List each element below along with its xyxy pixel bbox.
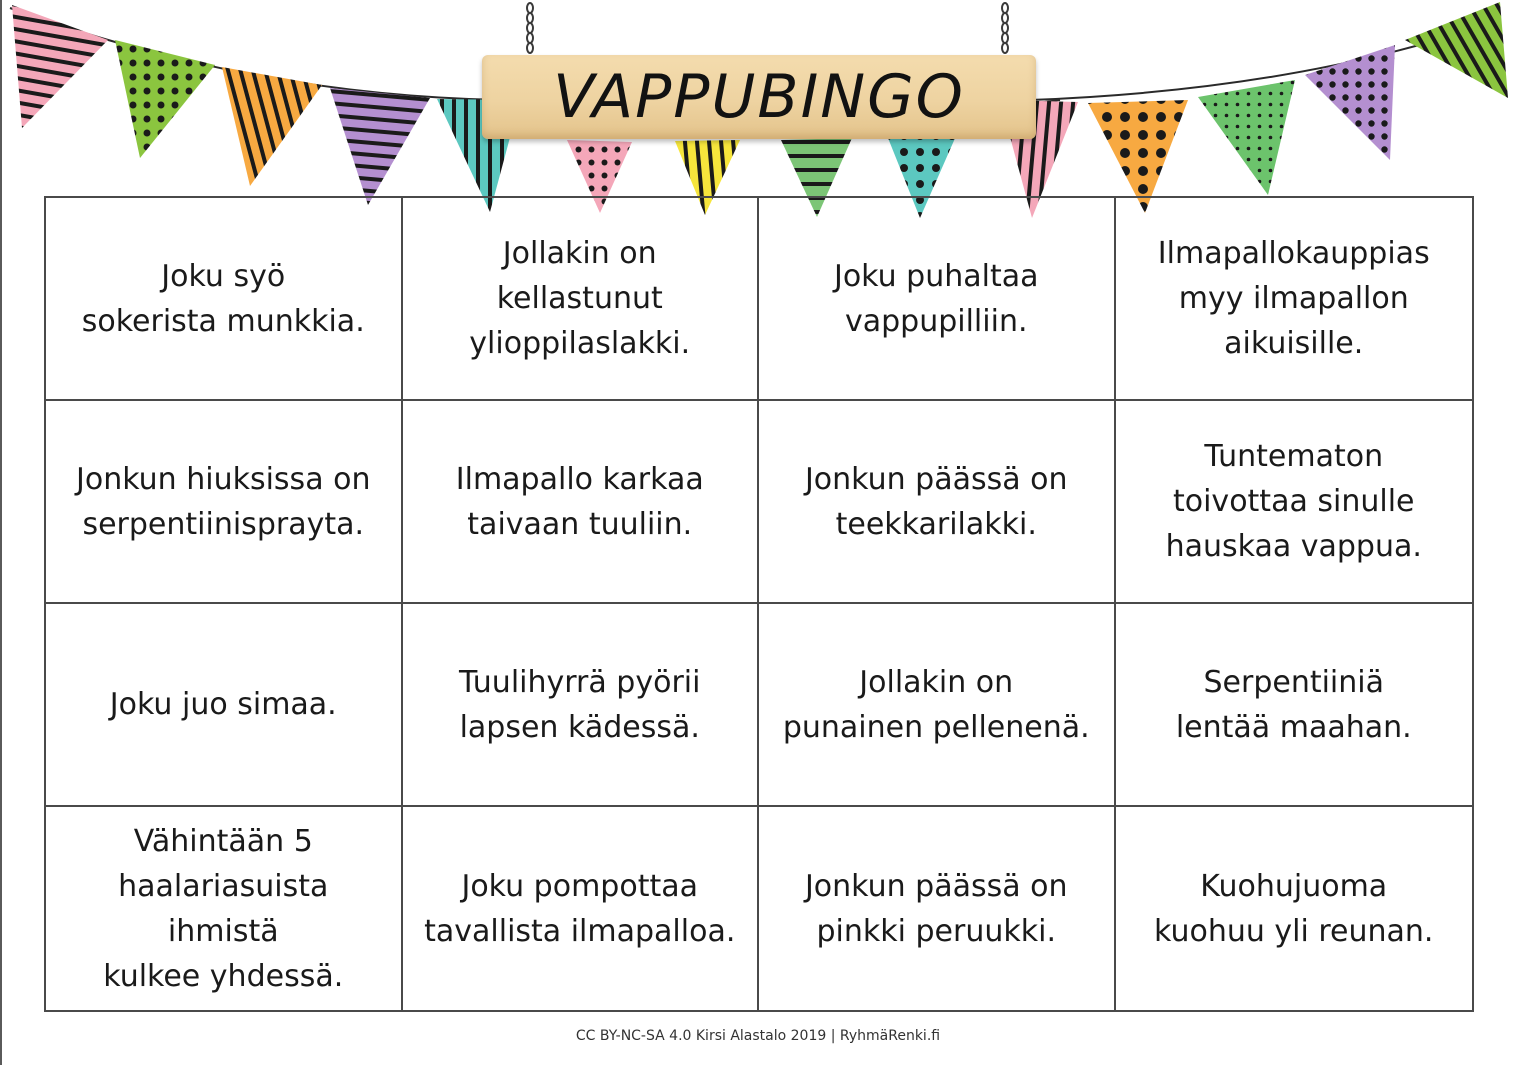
bingo-cell-text: Jollakin on kellastunut ylioppilaslakki.	[469, 236, 691, 361]
bingo-cell-text: Serpentiiniä lentää maahan.	[1175, 664, 1412, 745]
bingo-cell[interactable]	[1116, 807, 1473, 1010]
flag-green-striped-2	[1405, 2, 1508, 98]
bingo-cell-text: Jonkun päässä on pinkki peruukki.	[804, 868, 1068, 949]
flag-green-dotted-2	[1198, 80, 1295, 195]
flag-orange-striped	[222, 67, 322, 186]
bingo-cell-text: Ilmapallokauppias myy ilmapallon aikuisille.	[1157, 236, 1430, 361]
page-title: VAPPUBINGO	[553, 62, 965, 132]
flag-green-dotted	[115, 40, 215, 158]
bingo-cell[interactable]	[46, 198, 403, 401]
bingo-cell[interactable]	[1116, 198, 1473, 401]
bingo-cell-text: Joku syö sokerista munkkia.	[81, 258, 365, 339]
flag-purple-dotted	[1305, 45, 1395, 160]
bingo-cell[interactable]	[403, 604, 760, 807]
bingo-grid	[44, 196, 1474, 1012]
bingo-cell[interactable]	[759, 198, 1116, 401]
bingo-cell-text: Vähintään 5 haalariasuista ihmistä kulkee yhdessä.	[103, 823, 344, 994]
bingo-cell[interactable]	[403, 401, 760, 604]
chain-left	[527, 3, 533, 53]
bingo-cell[interactable]	[46, 807, 403, 1010]
bingo-cell-text: Jonkun päässä on teekkarilakki.	[804, 461, 1068, 542]
chain-right	[1002, 3, 1008, 53]
bingo-cell-text: Joku puhaltaa vappupilliin.	[833, 258, 1039, 339]
bingo-cell-text: Tuntematon toivottaa sinulle hauskaa vappua.	[1165, 439, 1422, 564]
flag-purple-striped	[330, 88, 430, 205]
bingo-cell[interactable]	[403, 807, 760, 1010]
bingo-cell[interactable]	[46, 604, 403, 807]
bingo-cell-text: Ilmapallo karkaa taivaan tuuliin.	[455, 461, 704, 542]
bingo-cell-text: Joku pompottaa tavallista ilmapalloa.	[424, 868, 736, 949]
bingo-cell[interactable]	[46, 401, 403, 604]
bingo-cell-text: Joku juo simaa.	[109, 687, 337, 722]
footer-credit: CC BY-NC-SA 4.0 Kirsi Alastalo 2019 | RyhmäRenki.fi	[575, 1028, 941, 1044]
bingo-cell[interactable]	[759, 604, 1116, 807]
bingo-cell[interactable]	[1116, 604, 1473, 807]
bingo-cell[interactable]	[403, 198, 760, 401]
bingo-cell-text: Jollakin on punainen pellenenä.	[782, 664, 1090, 745]
bingo-cell[interactable]	[1116, 401, 1473, 604]
bingo-cell-text: Jonkun hiuksissa on serpentiinisprayta.	[76, 461, 371, 542]
bingo-cell[interactable]	[759, 807, 1116, 1010]
flag-pink-striped	[12, 5, 108, 128]
bingo-cell-text: Kuohujuoma kuohuu yli reunan.	[1154, 868, 1434, 949]
title-sign	[482, 55, 1036, 139]
bingo-cell[interactable]	[759, 401, 1116, 604]
bingo-cell-text: Tuulihyrrä pyörii lapsen kädessä.	[459, 664, 701, 745]
